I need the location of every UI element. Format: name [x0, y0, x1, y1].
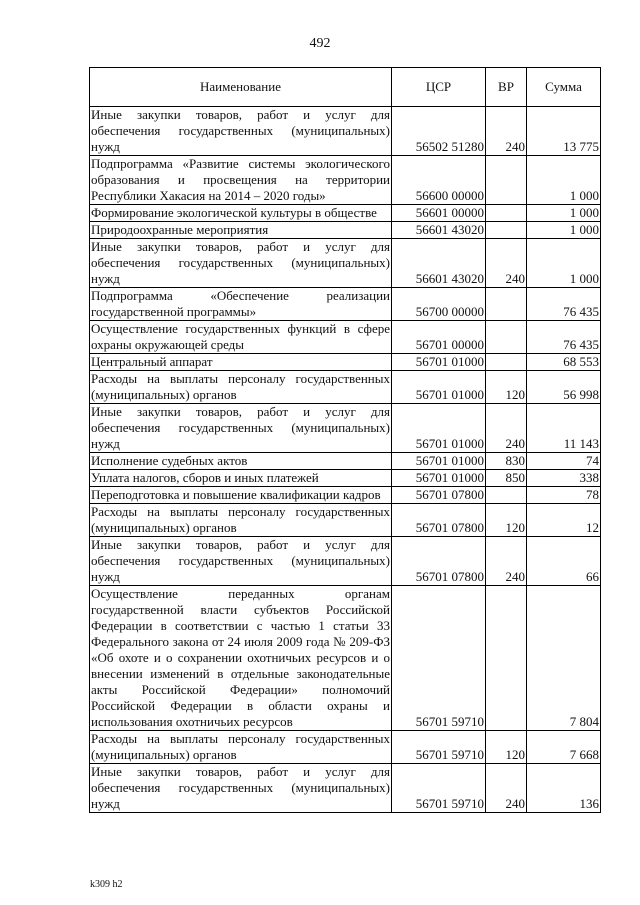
table-row: [90, 239, 601, 288]
row-sum: 68 553: [527, 354, 601, 371]
row-csr: 56700 00000: [392, 288, 486, 321]
row-sum: 338: [527, 470, 601, 487]
table-row: [90, 453, 601, 470]
row-vr: [486, 487, 527, 504]
table-row: [90, 586, 601, 731]
table-row: [90, 354, 601, 371]
row-csr: 56600 00000: [392, 156, 486, 205]
row-csr: 56701 01000: [392, 371, 486, 404]
row-name: Осуществление государственных функций в сфере охраны окружающей среды: [91, 321, 390, 352]
row-vr: [486, 321, 527, 354]
row-vr: 240: [486, 537, 527, 586]
row-sum: 1 000: [527, 205, 601, 222]
row-vr: 240: [486, 239, 527, 288]
row-vr: 850: [486, 470, 527, 487]
row-sum: 11 143: [527, 404, 601, 453]
header-name: Наименование: [90, 68, 392, 107]
row-sum: 136: [527, 764, 601, 813]
table-row: [90, 288, 601, 321]
row-sum: 66: [527, 537, 601, 586]
page-number: 492: [309, 36, 331, 51]
row-csr: 56701 01000: [392, 453, 486, 470]
row-name: Иные закупки товаров, работ и услуг для обеспечения государственных (муниципальных) нужд: [91, 107, 390, 154]
row-vr: 240: [486, 404, 527, 453]
header-csr: ЦСР: [392, 68, 486, 107]
row-csr: 56701 07800: [392, 504, 486, 537]
row-name: Иные закупки товаров, работ и услуг для обеспечения государственных (муниципальных) нужд: [91, 764, 390, 811]
row-name: Расходы на выплаты персоналу государственных (муниципальных) органов: [91, 371, 390, 402]
row-csr: 56502 51280: [392, 107, 486, 156]
row-csr: 56701 59710: [392, 731, 486, 764]
row-name: Расходы на выплаты персоналу государственных (муниципальных) органов: [91, 504, 390, 535]
row-name: Природоохранные мероприятия: [90, 222, 392, 239]
row-name: Исполнение судебных актов: [90, 453, 392, 470]
table-row: [90, 537, 601, 586]
row-csr: 56701 07800: [392, 537, 486, 586]
row-name: Уплата налогов, сборов и иных платежей: [90, 470, 392, 487]
row-csr: 56701 00000: [392, 321, 486, 354]
table-row: [90, 205, 601, 222]
row-csr: 56601 00000: [392, 205, 486, 222]
row-vr: [486, 205, 527, 222]
table-row: [90, 222, 601, 239]
row-vr: 240: [486, 764, 527, 813]
row-csr: 56701 59710: [392, 586, 486, 731]
table-row: [90, 731, 601, 764]
row-vr: [486, 354, 527, 371]
row-sum: 76 435: [527, 288, 601, 321]
row-vr: [486, 586, 527, 731]
row-name: Иные закупки товаров, работ и услуг для обеспечения государственных (муниципальных) нужд: [91, 537, 390, 584]
row-csr: 56701 01000: [392, 354, 486, 371]
row-sum: 12: [527, 504, 601, 537]
row-vr: [486, 156, 527, 205]
table-row: [90, 504, 601, 537]
row-sum: 74: [527, 453, 601, 470]
row-csr: 56601 43020: [392, 239, 486, 288]
table-row: [90, 107, 601, 156]
row-vr: [486, 288, 527, 321]
row-csr: 56601 43020: [392, 222, 486, 239]
table-row: [90, 156, 601, 205]
row-sum: 13 775: [527, 107, 601, 156]
row-name: Осуществление переданных органам государственной власти субъектов Российской Федерации в соответствии с частью 1 статьи 33 Федерального закона от 24 июля 2009 года № 209-ФЗ «Об охоте и о сохранении охотничьих ресурсов и о внесении изменений в отдельные законодательные акты Российской Федерации» полномочий Российской Федерации в области охраны и использования охотничьих ресурсов: [91, 586, 390, 729]
footer-code: k309 h2: [90, 879, 123, 890]
row-vr: 240: [486, 107, 527, 156]
row-vr: 120: [486, 731, 527, 764]
row-name: Переподготовка и повышение квалификации кадров: [90, 487, 392, 504]
row-sum: 1 000: [527, 239, 601, 288]
table-row: [90, 404, 601, 453]
table-row: [90, 764, 601, 813]
table-header-row: [90, 68, 601, 107]
row-sum: 76 435: [527, 321, 601, 354]
row-sum: 7 668: [527, 731, 601, 764]
row-name: Иные закупки товаров, работ и услуг для обеспечения государственных (муниципальных) нужд: [91, 239, 390, 286]
row-vr: [486, 222, 527, 239]
row-sum: 1 000: [527, 156, 601, 205]
row-sum: 56 998: [527, 371, 601, 404]
table-row: [90, 470, 601, 487]
row-vr: 830: [486, 453, 527, 470]
header-sum: Сумма: [527, 68, 601, 107]
row-sum: 7 804: [527, 586, 601, 731]
table-row: [90, 371, 601, 404]
row-vr: 120: [486, 371, 527, 404]
row-csr: 56701 59710: [392, 764, 486, 813]
row-sum: 78: [527, 487, 601, 504]
budget-table: [89, 67, 601, 813]
table-row: [90, 487, 601, 504]
row-name: Подпрограмма «Развитие системы экологического образования и просвещения на территории Республики Хакасия на 2014 – 2020 годы»: [91, 156, 390, 203]
row-csr: 56701 07800: [392, 487, 486, 504]
row-name: Центральный аппарат: [90, 354, 392, 371]
row-vr: 120: [486, 504, 527, 537]
header-vr: ВР: [486, 68, 527, 107]
row-csr: 56701 01000: [392, 404, 486, 453]
row-name: Подпрограмма «Обеспечение реализации государственной программы»: [91, 288, 390, 319]
row-csr: 56701 01000: [392, 470, 486, 487]
row-name: Формирование экологической культуры в обществе: [90, 205, 392, 222]
row-name: Расходы на выплаты персоналу государственных (муниципальных) органов: [91, 731, 390, 762]
table-row: [90, 321, 601, 354]
row-sum: 1 000: [527, 222, 601, 239]
row-name: Иные закупки товаров, работ и услуг для обеспечения государственных (муниципальных) нужд: [91, 404, 390, 451]
